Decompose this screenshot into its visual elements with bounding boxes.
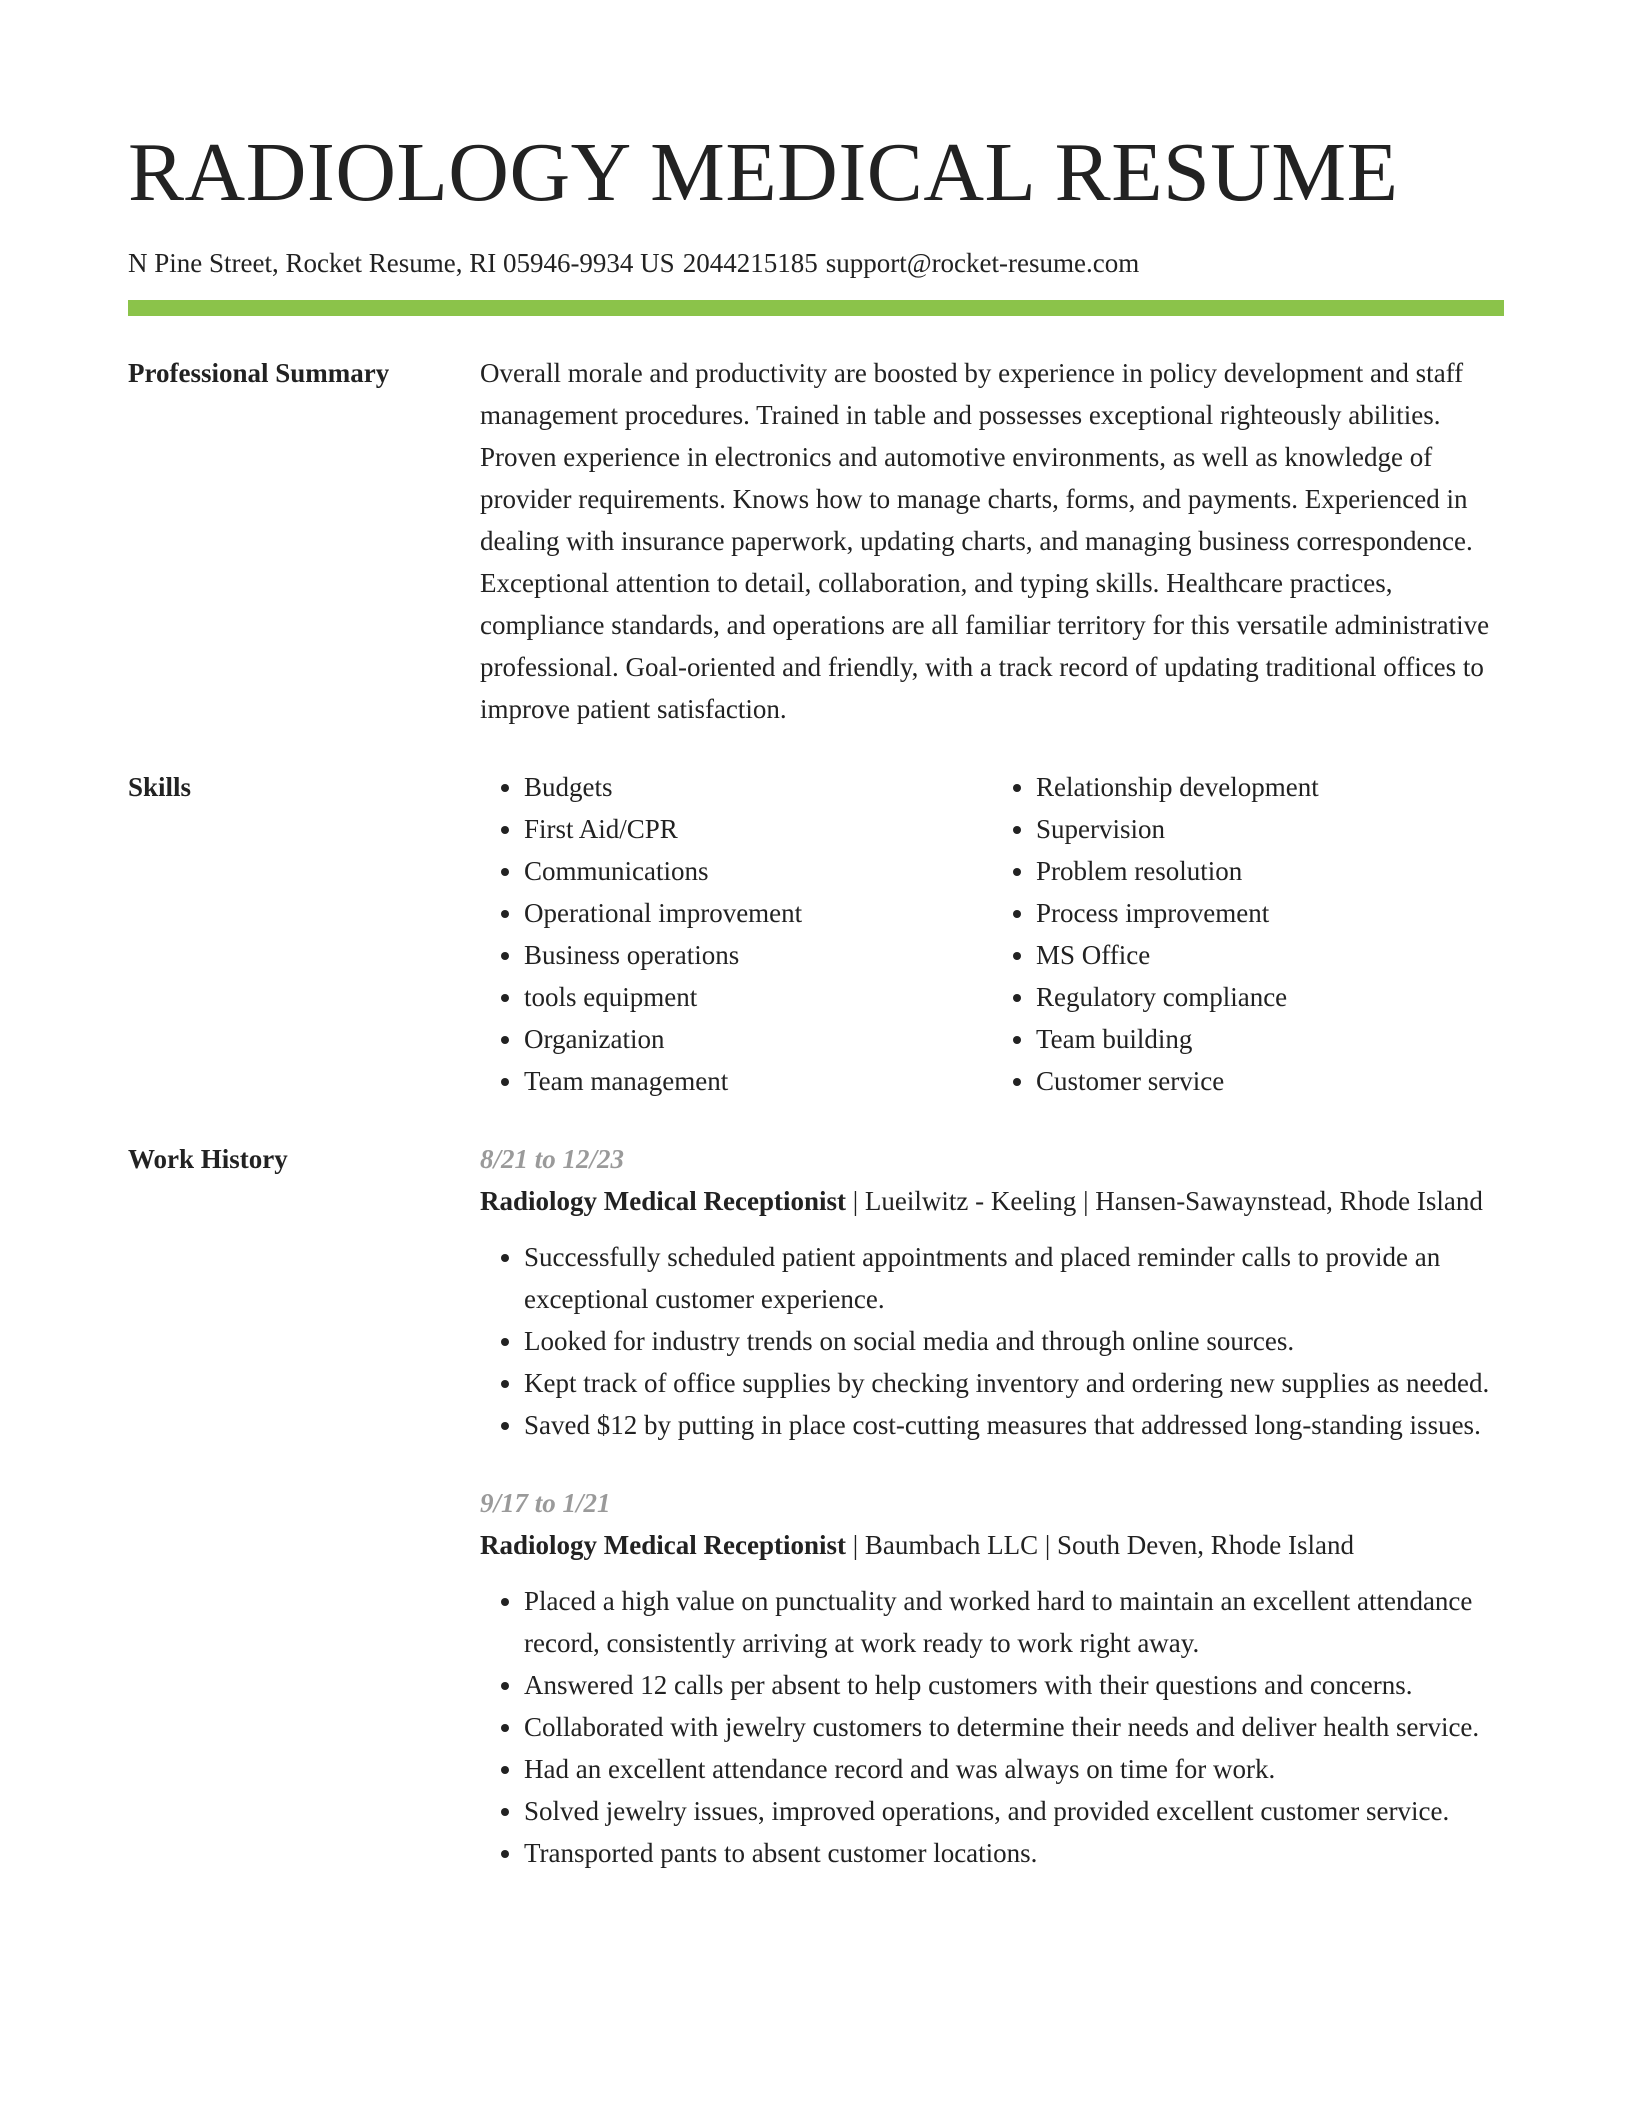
skill-item: • Team management [524,1060,992,1102]
skills-list-right [992,766,1504,1102]
contact-address: N Pine Street, Rocket Resume, RI 05946-9934 US [128,248,675,278]
job-company: Lueilwitz - Keeling [864,1186,1077,1216]
contact-line [128,246,1504,280]
job-bullets [480,1236,1504,1446]
job-location: South Deven, Rhode Island [1057,1530,1354,1560]
job-title: Radiology Medical Receptionist [480,1530,846,1560]
skill-item: • Process improvement [1036,892,1504,934]
job-title-line [480,1180,1504,1222]
job-bullet: • Saved $12 by putting in place cost-cutting measures that addressed long-standing issues. [524,1404,1504,1446]
skill-item: • Organization [524,1018,992,1060]
skill-item: • Customer service [1036,1060,1504,1102]
skill-item: • MS Office [1036,934,1504,976]
job-bullet: • Solved jewelry issues, improved operations, and provided excellent customer service. [524,1790,1504,1832]
job-entry [480,1138,1504,1446]
job-separator: | [1076,1186,1096,1216]
skill-item: • Communications [524,850,992,892]
job-bullet: • Had an excellent attendance record and was always on time for work. [524,1748,1504,1790]
job-title: Radiology Medical Receptionist [480,1186,846,1216]
skill-item: • First Aid/CPR [524,808,992,850]
job-company: Baumbach LLC [864,1530,1039,1560]
resume-title: RADIOLOGY MEDICAL RESUME [128,126,1399,219]
job-entry [480,1482,1504,1874]
job-bullets [480,1580,1504,1874]
job-location: Hansen-Sawaynstead, Rhode Island [1095,1186,1483,1216]
skill-item: • tools equipment [524,976,992,1018]
skill-item: • Regulatory compliance [1036,976,1504,1018]
skill-item: • Problem resolution [1036,850,1504,892]
summary-heading: Professional Summary [128,358,390,388]
skills-heading: Skills [128,772,192,802]
work-history-heading: Work History [128,1144,288,1174]
job-bullet: • Transported pants to absent customer locations. [524,1832,1504,1874]
job-separator: | [845,1530,865,1560]
contact-email: support@rocket-resume.com [825,248,1140,278]
skill-item: • Relationship development [1036,766,1504,808]
job-bullet: • Collaborated with jewelry customers to determine their needs and deliver health service. [524,1706,1504,1748]
skill-item: • Business operations [524,934,992,976]
job-separator: | [1038,1530,1057,1560]
summary-section [128,352,1504,730]
skills-list-left [480,766,992,1102]
summary-text: Overall morale and productivity are boosted by experience in policy development and staff management procedures. Trained in table and possesses exceptional righteously abilities. Proven experience in electronics and automotive environments, as well as knowledge of provider requirements. Knows how to manage charts, forms, and payments. Experienced in dealing with insurance paperwork, updating charts, and managing business correspondence. Exceptional attention to detail, collaboration, and typing skills. Healthcare practices, compliance standards, and operations are all familiar territory for this versatile administrative professional. Goal-oriented and friendly, with a track record of updating traditional offices to improve patient satisfaction. [480,358,1490,724]
skills-section [128,766,1504,1102]
job-bullet: • Kept track of office supplies by checking inventory and ordering new supplies as needed. [524,1362,1504,1404]
job-separator: | [845,1186,865,1216]
job-dates: 8/21 to 12/23 [480,1144,625,1174]
job-bullet: • Placed a high value on punctuality and worked hard to maintain an excellent attendance record, consistently arriving at work ready to work right away. [524,1580,1504,1664]
job-list [480,1138,1504,1910]
skill-item: • Team building [1036,1018,1504,1060]
skill-item: • Budgets [524,766,992,808]
skill-item: • Operational improvement [524,892,992,934]
contact-phone: 2044215185 [682,248,818,278]
header-divider [128,300,1504,316]
job-bullet: • Answered 12 calls per absent to help customers with their questions and concerns. [524,1664,1504,1706]
skill-item: • Supervision [1036,808,1504,850]
job-bullet: • Successfully scheduled patient appointments and placed reminder calls to provide an exceptional customer experience. [524,1236,1504,1320]
job-dates: 9/17 to 1/21 [480,1488,611,1518]
work-history-section [128,1138,1504,1910]
job-bullet: • Looked for industry trends on social media and through online sources. [524,1320,1504,1362]
job-title-line [480,1524,1504,1566]
